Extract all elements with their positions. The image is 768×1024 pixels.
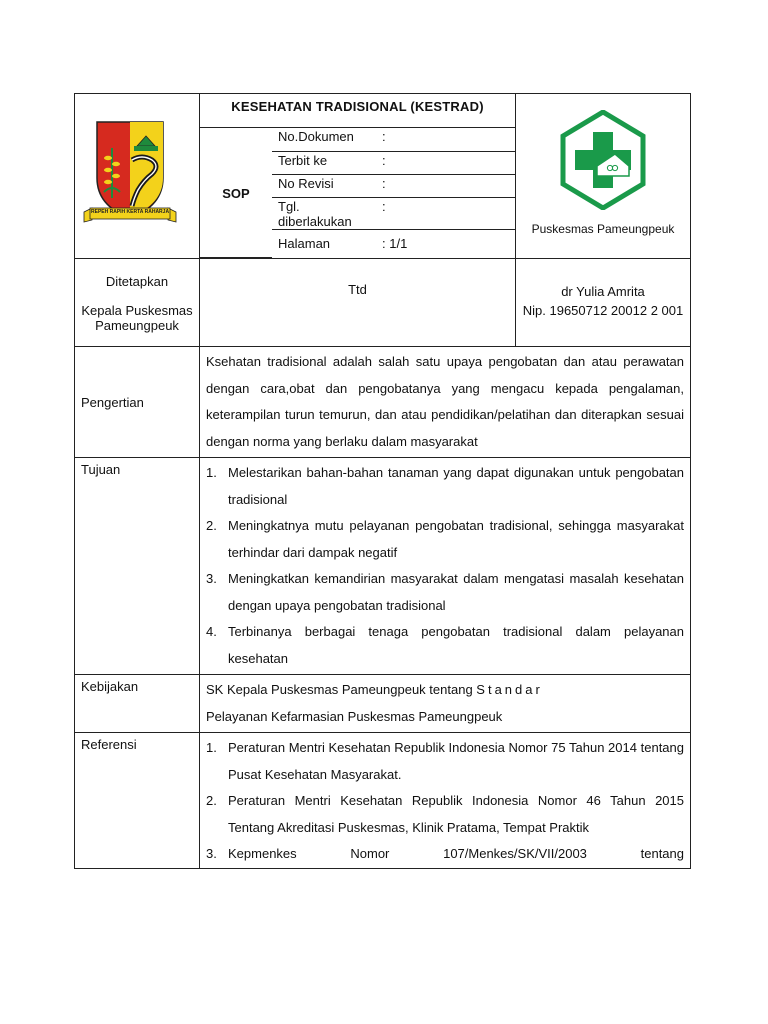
sop-table <box>74 93 691 869</box>
meta-value-no-revisi: : <box>376 174 515 197</box>
document-meta-table <box>200 128 515 258</box>
referensi-label: Referensi <box>75 733 200 869</box>
kepala-puskesmas-title: Kepala Puskesmas Pameungpeuk <box>81 303 193 334</box>
ditetapkan-label: Ditetapkan <box>105 274 169 290</box>
tujuan-content <box>200 458 691 675</box>
meta-key-terbit-ke: Terbit ke <box>272 151 376 174</box>
kebijakan-label: Kebijakan <box>75 675 200 733</box>
approval-ttd-cell <box>200 259 516 347</box>
list-item: 4. Terbinanya berbagai tenaga pengobatan tradisional dalam pelayanan kesehatan <box>206 624 684 666</box>
list-item: 3. Kepmenkes Nomor 107/Menkes/SK/VII/2003 tentang <box>206 846 684 862</box>
signer-nip: Nip. 19650712 20012 2 001 <box>522 303 684 319</box>
kebijakan-text: SK Kepala Puskesmas Pameungpeuk tentang Standar Pelayanan Kefarmasian Puskesmas Pameungpeuk <box>200 675 691 733</box>
referensi-content <box>200 733 691 869</box>
meta-value-halaman: : 1/1 <box>382 236 408 252</box>
signer-name: dr Yulia Amrita <box>561 284 645 300</box>
tujuan-label: Tujuan <box>75 458 200 675</box>
meta-key-no-dokumen: No.Dokumen <box>272 128 376 151</box>
puskesmas-logo-cell <box>516 94 691 259</box>
list-item: 2. Meningkatnya mutu pelayanan pengobatan tradisional, sehingga masyarakat terhindar dari dampak negatif <box>206 518 684 560</box>
tujuan-list <box>206 460 684 672</box>
list-item: 1. Peraturan Mentri Kesehatan Republik Indonesia Nomor 75 Tahun 2014 tentang Pusat Kesehatan Masyarakat. <box>206 740 684 782</box>
puskesmas-emblem-icon <box>557 110 649 210</box>
kabupaten-logo-cell <box>75 94 200 259</box>
list-item: 3. Meningkatkan kemandirian masyarakat dalam mengatasi masalah kesehatan dengan upaya pengobatan tradisional <box>206 571 684 613</box>
puskesmas-name-caption: Puskesmas Pameungpeuk <box>531 222 675 236</box>
meta-value-tgl-diberlakukan: : <box>376 198 515 230</box>
pengertian-text: Ksehatan tradisional adalah salah satu upaya pengobatan dan atau perawatan dengan cara,obat dan pengobatanya yang mengacu kepada pengalaman, keterampilan turun temurun, dan atau pendidikan/pelatihan dan diterapkan sesuai dengan norma yang berlaku dalam masyarakat <box>200 347 691 458</box>
approval-ditetapkan-cell <box>75 259 200 347</box>
list-item: 2. Peraturan Mentri Kesehatan Republik Indonesia Nomor 46 Tahun 2015 Tentang Akreditasi Puskesmas, Klinik Pratama, Tempat Praktik <box>206 793 684 835</box>
meta-key-no-revisi: No Revisi <box>272 174 376 197</box>
meta-value-terbit-ke: : <box>376 151 515 174</box>
sop-document <box>74 93 690 869</box>
document-meta-cell <box>200 128 516 259</box>
sop-label: SOP <box>200 128 272 258</box>
ttd-label: Ttd <box>348 282 367 298</box>
approval-signer-cell <box>516 259 691 347</box>
referensi-list <box>206 735 684 868</box>
meta-key-halaman: Halaman <box>278 236 331 252</box>
kabupaten-motto: REPEH RAPIH KERTA RAHARJA <box>91 209 169 215</box>
meta-value-no-dokumen: : <box>376 128 515 151</box>
document-title: KESEHATAN TRADISIONAL (KESTRAD) <box>200 94 516 128</box>
meta-key-tgl-diberlakukan: Tgl. diberlakukan <box>272 198 376 230</box>
pengertian-label: Pengertian <box>75 347 200 458</box>
list-item: 1. Melestarikan bahan-bahan tanaman yang dapat digunakan untuk pengobatan tradisional <box>206 465 684 507</box>
